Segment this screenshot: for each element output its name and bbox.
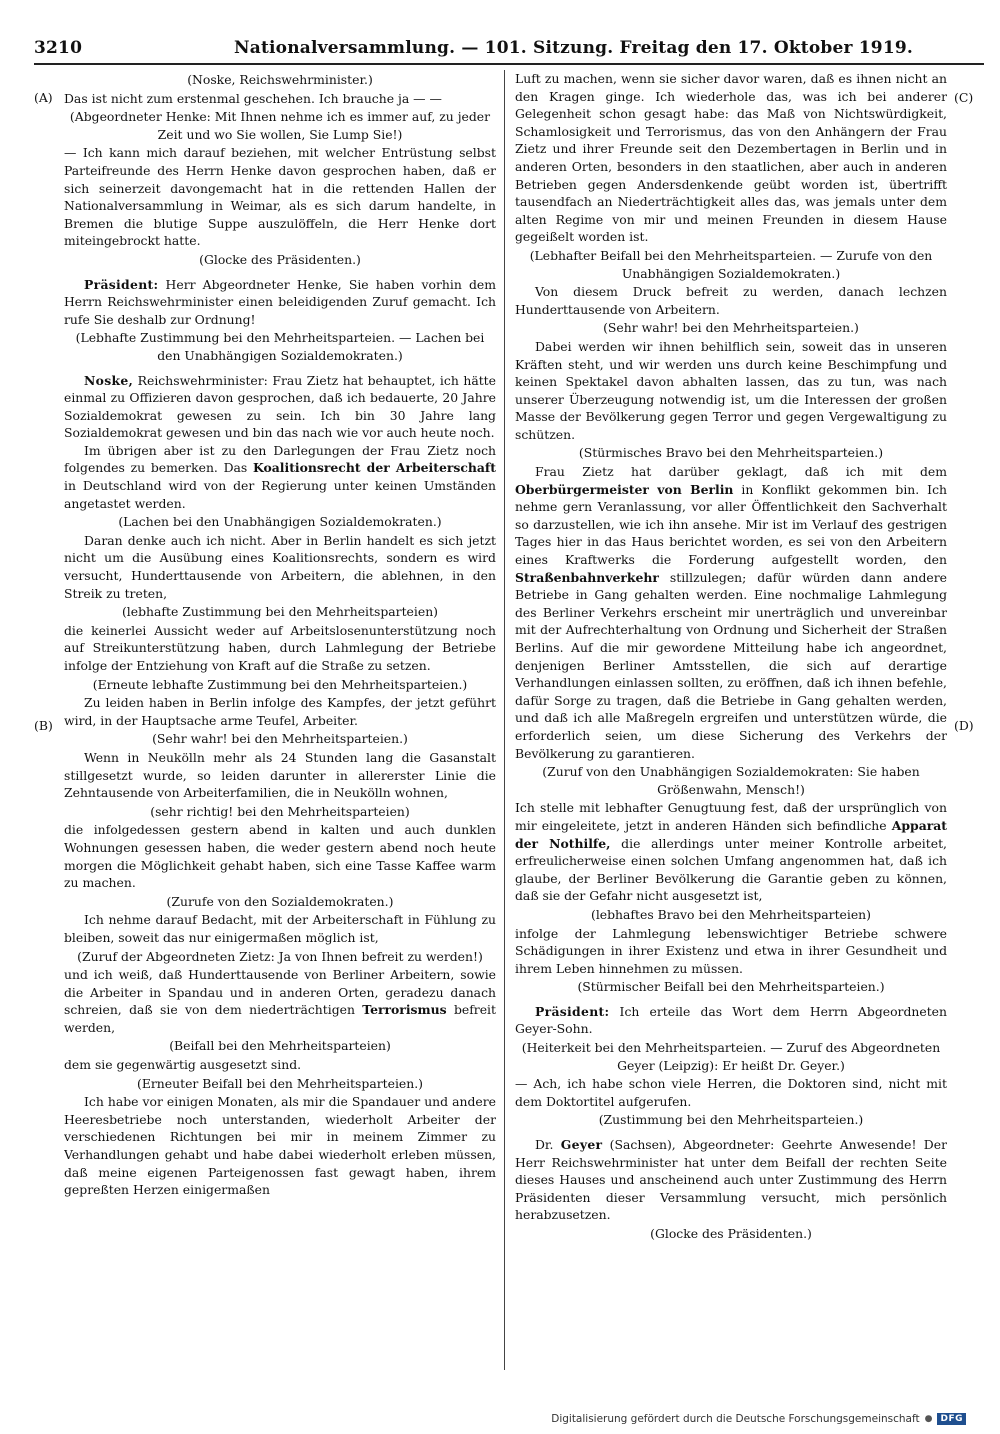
paragraph: Das ist nicht zum erstenmal geschehen. Ich brauche ja — — (64, 90, 442, 106)
speaker-paragraph (64, 372, 496, 442)
interjection: (Zurufe von den Sozialdemokraten.) (166, 893, 394, 909)
text-run: Ich stelle mit lebhafter Genugtuung fest, daß der ursprünglich von mir eingeleitete, jetzt in anderen Händen sich befindliche (515, 800, 947, 833)
interjection: (Abgeordneter Henke: Mit Ihnen nehme ich es immer auf, zu jeder Zeit und wo Sie wollen, Sie Lump Sie!) (69, 109, 491, 142)
speaker-paragraph (515, 1136, 947, 1224)
bullet-icon: ● (924, 1414, 933, 1424)
speaker-name: Präsident: (84, 276, 159, 292)
interjection: (Glocke des Präsidenten.) (199, 251, 361, 267)
footer-text: Digitalisierung gefördert durch die Deutsche Forschungsgemeinschaft (551, 1413, 920, 1425)
interjection: (Zustimmung bei den Mehrheitsparteien.) (598, 1112, 864, 1128)
text-run: Im übrigen aber ist zu den Darlegungen der Frau Zietz noch folgendes zu bemerken. Das (64, 442, 496, 476)
paragraph: Wenn in Neukölln mehr als 24 Stunden lang die Gasanstalt stillgesetzt wurde, so leiden darunter in allererster Linie die Zehntausende von Arbeiterfamilien, die in Neukölln wohnen, (64, 749, 496, 801)
emphasis-term: Oberbürgermeister von Berlin (515, 481, 734, 497)
speaker-paragraph (64, 276, 496, 329)
margin-marker-a: (A) (34, 90, 53, 105)
footer (551, 1413, 966, 1425)
interjection: (Lachen bei den Unabhängigen Sozialdemokraten.) (118, 514, 442, 530)
interjection: (Lebhafte Zustimmung bei den Mehrheitsparteien. — Lachen bei den Unabhängigen Sozialdemokraten.) (75, 330, 485, 363)
speaker-title: Dr. (535, 1137, 561, 1153)
interjection: (lebhaftes Bravo bei den Mehrheitsparteien) (591, 906, 871, 922)
paragraph: Zu leiden haben in Berlin infolge des Kampfes, der jetzt geführt wird, in der Hauptsache arme Teufel, Arbeiter. (64, 695, 496, 728)
paragraph: Ich nehme darauf Bedacht, mit der Arbeiterschaft in Fühlung zu bleiben, soweit das nur einigermaßen möglich ist, (64, 912, 496, 945)
page-header (34, 34, 984, 60)
paragraph: Dabei werden wir ihnen behilflich sein, soweit das in unseren Kräften steht, und wir werden uns durch keine Beschimpfung und keinen Spektakel davon abhalten lassen, das zu tun, was nach unserer Überzeugung notwendig ist, um die Interessen der großen Masse der Bevölkerung gegen Terror und gegen Vergewaltigung zu schützen. (515, 338, 947, 442)
speaker-name: Noske, (84, 372, 134, 388)
interjection: (Erneute lebhafte Zustimmung bei den Mehrheitsparteien.) (92, 676, 468, 692)
left-column (64, 70, 496, 1370)
interjection: (sehr richtig! bei den Mehrheitsparteien) (150, 803, 410, 819)
column-divider (504, 70, 505, 1370)
paragraph (64, 442, 496, 512)
emphasis-term: Koalitionsrecht der Arbeiterschaft (253, 460, 496, 476)
margin-marker-b: (B) (34, 718, 53, 733)
interjection: (Stürmischer Beifall bei den Mehrheitsparteien.) (577, 979, 885, 995)
paragraph: Ich habe vor einigen Monaten, als mir die Spandauer und andere Heeresbetriebe noch unterstanden, wiederholt Arbeiter der verschiedenen Richtungen bei mir in meinem Zimmer zu Verhandlungen gehabt und habe dabei wiederholt erleben müssen, daß meine eigenen Parteigenossen fast gewagt haben, ihrem gepreßten Herzen einigermaßen (64, 1094, 496, 1198)
speech-text: (Sachsen), Abgeordneter: Geehrte Anwesende! Der Herr Reichswehrminister hat unter dem Beifall der rechten Seite dieses Hauses und anscheinend auch unter Zustimmung des Herrn Präsidenten dieser Versammlung versucht, mich persönlich herabzusetzen. (515, 1137, 947, 1223)
right-column (515, 70, 947, 1370)
speech-text: Herr Abgeordneter Henke, Sie haben vorhin dem Herrn Reichswehrminister einen beleidigenden Zuruf gemacht. Ich rufe Sie deshalb zur Ordnung! (64, 276, 496, 327)
interjection: (Zuruf von den Unabhängigen Sozialdemokraten: Sie haben Größenwahn, Mensch!) (542, 764, 920, 797)
paragraph (515, 463, 947, 762)
text-run: in Deutschland wird von der Regierung unter keinen Umständen angetastet werden. (64, 478, 496, 511)
speech-text: Reichswehrminister: Frau Zietz hat behauptet, ich hätte einmal zu Offizieren davon gesprochen, daß ich bedauerte, 20 Jahre Sozialdemokrat gewesen zu sein. Ich bin 30 Jahre lang Sozialdemokrat gewesen und bin das nach wie vor auch heute noch. (64, 372, 496, 441)
text-run: die allerdings unter meiner Kontrolle arbeitet, erfreulicherweise einen solchen Umfang angenommen hat, daß ich glaube, der Berliner Bevölkerung die Garantie geben zu können, daß sie der Gefahr nicht ausgesetzt ist, (515, 835, 947, 904)
speech-text: Ich erteile das Wort dem Herrn Abgeordneten Geyer-Sohn. (515, 1003, 947, 1037)
paragraph (64, 966, 496, 1036)
interjection: (Stürmisches Bravo bei den Mehrheitsparteien.) (578, 445, 884, 461)
paragraph: — Ach, ich habe schon viele Herren, die Doktoren sind, nicht mit dem Doktortitel aufgerufen. (515, 1076, 947, 1109)
interjection: (lebhafte Zustimmung bei den Mehrheitsparteien) (121, 604, 439, 620)
speaker-name: Geyer (560, 1137, 603, 1153)
paragraph: infolge der Lahmlegung lebenswichtiger Betriebe schwere Schädigungen in ihrer Existenz und etwa in ihrer Gesundheit und ihrem Leben hinnehmen zu müssen. (515, 925, 947, 976)
paragraph: Daran denke auch ich nicht. Aber in Berlin handelt es sich jetzt nicht um die Ausübung eines Koalitionsrechts, sondern es wird versucht, Hunderttausende von Arbeitern, die ablehnen, in den Streik zu treten, (64, 532, 496, 601)
emphasis-term: Terrorismus (362, 1002, 447, 1018)
interjection: (Lebhafter Beifall bei den Mehrheitsparteien. — Zurufe von den Unabhängigen Sozialdemokraten.) (529, 247, 933, 281)
margin-marker-c: (C) (954, 90, 974, 105)
margin-marker-d: (D) (954, 718, 974, 733)
interjection: (Beifall bei den Mehrheitsparteien) (169, 1038, 391, 1054)
interjection: (Zuruf der Abgeordneten Zietz: Ja von Ihnen befreit zu werden!) (77, 948, 483, 964)
paragraph: die infolgedessen gestern abend in kalten und auch dunklen Wohnungen gesessen haben, die weder gestern abend noch heute morgen die Möglichkeit gehabt haben, sich eine Tasse Kaffee warm zu machen. (64, 822, 496, 891)
speaker-name: Präsident: (535, 1003, 610, 1019)
interjection: (Noske, Reichswehrminister.) (187, 72, 373, 87)
text-run: und ich weiß, daß Hunderttausende von Berliner Arbeitern, sowie die Arbeiter in Spandau und in anderen Orten, geradezu danach schreien, daß sie von dem niederträchtigen (64, 967, 496, 1018)
interjection: (Heiterkeit bei den Mehrheitsparteien. — Zuruf des Abgeordneten Geyer (Leipzig): Er heißt Dr. Geyer.) (521, 1040, 941, 1073)
text-run: Frau Zietz hat darüber geklagt, daß ich mit dem (535, 464, 947, 480)
paragraph: Luft zu machen, wenn sie sicher davor waren, daß es ihnen nicht an den Kragen ginge. Ich wiederhole das, was ich bei anderer Gelegenheit schon gesagt habe: das Maß von Nichtswürdigkeit, Schamlosigkeit und Terrorismus, das von den Anhängern der Frau Zietz und ihrer Freunde seit den Dezembertagen in Berlin und in anderen Orten, besonders in den staatlichen, aber auch in anderen Betrieben gegen Andersdenkende geübt worden ist, übertrifft tausendfach an Niederträchtigkeit alles das, was jemals unter dem alten Regime von mir und meinen Freunden in diesem Hause gegeißelt worden ist. (515, 71, 947, 245)
interjection: (Sehr wahr! bei den Mehrheitsparteien.) (603, 320, 859, 336)
paragraph (515, 799, 947, 905)
interjection: (Erneuter Beifall bei den Mehrheitsparteien.) (137, 1075, 423, 1091)
interjection: (Glocke des Präsidenten.) (650, 1226, 812, 1241)
paragraph: die keinerlei Aussicht weder auf Arbeitslosenunterstützung noch auf Streikunterstützung haben, durch Lahmlegung der Betriebe infolge der Entziehung von Kraft auf die Straße zu setzen. (64, 622, 496, 673)
paragraph: dem sie gegenwärtig ausgesetzt sind. (64, 1057, 302, 1073)
interjection: (Sehr wahr! bei den Mehrheitsparteien.) (152, 731, 408, 747)
paragraph: Von diesem Druck befreit zu werden, danach lechzen Hunderttausende von Arbeitern. (515, 284, 947, 317)
emphasis-term: Straßenbahnverkehr (515, 569, 659, 585)
text-run: befreit werden, (64, 1002, 496, 1035)
text-run: stillzulegen; dafür würden dann andere Betriebe in Gang gehalten werden. Eine nochmalige Lahmlegung des Berliner Verkehrs erscheint mir unerträglich und unvereinbar mit der Aufrechterhaltung von Ordnung und Sicherheit der Straßen Berlins. Auf die mir gewordene Mitteilung habe ich angeordnet, denjenigen Berliner Amtsstellen, die sich auf derartige Verhandlungen einlassen sollten, zu eröffnen, daß ich ihnen befehle, dafür Sorge zu tragen, daß die Betriebe in Gang gehalten werden, und daß ich alle Maßregeln ergreifen und unterstützen würde, die erforderlich seien, um diese Sicherung des Verkehrs der Bevölkerung zu garantieren. (515, 569, 947, 761)
emphasis-term: Apparat der Nothilfe, (515, 817, 947, 851)
text-run: in Konflikt gekommen bin. Ich nehme gern Veranlassung, vor aller Öffentlichkeit den Sachverhalt so darzustellen, wie ich ihn ansehe. Mir ist im Verlauf des gestrigen Tages hier in das Haus berichtet worden, es sei von den Arbeitern eines Kraftwerks die Forderung aufgestellt worden, den (515, 481, 947, 568)
speaker-paragraph (515, 1003, 947, 1038)
header-rule (34, 63, 984, 65)
dfg-logo: DFG (937, 1413, 966, 1425)
running-title: Nationalversammlung. — 101. Sitzung. Freitag den 17. Oktober 1919. (234, 38, 914, 58)
page-number: 3210 (34, 38, 83, 58)
paragraph: — Ich kann mich darauf beziehen, mit welcher Entrüstung selbst Parteifreunde des Herrn Henke davon gesprochen haben, daß er sich seinerzeit davongemacht hat in die rettenden Hallen der Nationalversammlung in Weimar, als es sich darum handelte, in Bremen die blutige Suppe auszulöffeln, die Herr Henke dort miteingebrockt hatte. (64, 145, 496, 249)
